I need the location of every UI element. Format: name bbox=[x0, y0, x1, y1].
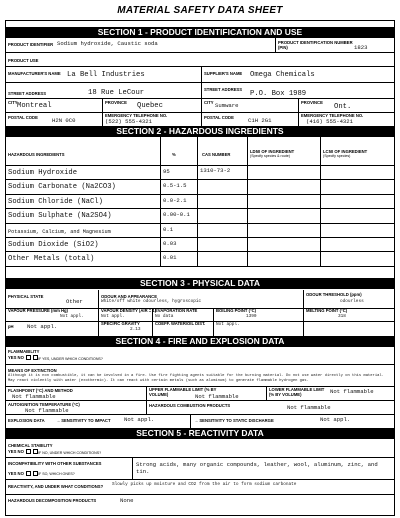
ingredient-name: Sodium Carbonate (Na2CO3) bbox=[8, 183, 116, 192]
ingredient-pct: 0.01 bbox=[163, 254, 177, 262]
flashpoint-label: FLASHPOINT (°C) AND METHOD bbox=[8, 388, 73, 393]
city2-value: Sumware bbox=[215, 102, 239, 109]
street-label: STREET ADDRESS bbox=[8, 91, 47, 96]
ingredient-row-divider bbox=[5, 251, 395, 252]
postal2-label: POSTAL CODE bbox=[204, 115, 234, 120]
upper-limit-value: Not flammable bbox=[195, 393, 239, 400]
province-value: Quebec bbox=[137, 102, 163, 110]
stability-label: CHEMICAL STABILITY bbox=[8, 443, 53, 448]
impact-label: →SENSITIVITY TO IMPACT bbox=[56, 418, 111, 424]
col-lc50-sub: (Specify species) bbox=[323, 154, 351, 158]
col-ld50: LD50 OF INGREDIENT bbox=[250, 149, 295, 154]
flammability-label: FLAMMABILITY bbox=[8, 349, 40, 354]
vapour-density-label: VAPOUR DENSITY (AIR = 1) bbox=[101, 308, 157, 313]
stability-yes-checkbox[interactable] bbox=[26, 449, 31, 454]
evaporation-value: No data bbox=[155, 314, 174, 319]
supplier-label: SUPPLIER'S NAME bbox=[204, 71, 243, 76]
combustion-value: Not flammable bbox=[287, 404, 331, 411]
lower-limit-label: LOWER FLAMMABLE LIMIT (% BY VOLUME) bbox=[269, 387, 325, 397]
postal-value: H2N 0C0 bbox=[52, 117, 76, 124]
col-pct: % bbox=[172, 152, 176, 157]
col-lc50: LC50 OF INGREDIENT bbox=[323, 149, 368, 154]
ingredient-pct: 0.0-2.1 bbox=[163, 196, 187, 204]
manufacturer-value: La Bell Industries bbox=[67, 71, 145, 79]
coeff-label: COEFF. WATER/OIL DIST. bbox=[155, 321, 206, 326]
evaporation-label: EVAPORATION RATE bbox=[155, 308, 198, 313]
stability-if-no: IF NO, UNDER WHICH CONDITIONS? bbox=[38, 451, 102, 455]
ph-label: pH bbox=[8, 324, 14, 329]
boiling-point-label: BOILING POINT (°C) bbox=[216, 308, 257, 313]
odour-threshold-value: odourless bbox=[340, 299, 364, 304]
section-2-header: SECTION 2 - HAZARDOUS INGREDIENTS bbox=[5, 126, 395, 137]
flashpoint-value: Not flammable bbox=[12, 393, 56, 400]
ingredient-pct: 0.00-0.1 bbox=[163, 211, 190, 219]
static-arrow-icon: → bbox=[194, 418, 199, 423]
incompatibility-label: INCOMPATIBILITY WITH OTHER SUBSTANCES bbox=[8, 461, 102, 466]
city2-label: CITY bbox=[204, 100, 214, 105]
product-use-label: PRODUCT USE bbox=[8, 58, 39, 63]
physical-state-value: Other bbox=[66, 298, 83, 305]
ingredient-name: Sodium Chloride (NaCl) bbox=[8, 197, 103, 206]
form-frame bbox=[5, 20, 395, 516]
street2-label: STREET ADDRESS bbox=[204, 87, 243, 92]
postal-label: POSTAL CODE bbox=[8, 115, 38, 120]
melting-point-label: MELTING POINT (°C) bbox=[306, 308, 348, 313]
ingredient-name: Sodium Hydroxide bbox=[8, 169, 78, 177]
ingredient-pct: 0.1 bbox=[163, 225, 174, 233]
coeff-value: Not appl. bbox=[216, 322, 240, 327]
street-value: 18 Rue LeCour bbox=[88, 89, 145, 97]
province2-value: Ont. bbox=[334, 103, 352, 111]
extinction-text: Although it is non combustible, it can be involved in a fire. Use fire fighting agents suitable for the burning material. Do not use water directly on this material. May react violently with water (exothermic). It can react with certain metals (such as aluminum) to generate flammable hydrogen gas. bbox=[8, 374, 384, 383]
flammability-if-yes: IF YES, UNDER WHICH CONDITIONS? bbox=[38, 357, 103, 361]
ingredient-row-divider bbox=[5, 223, 395, 224]
document-title: MATERIAL SAFETY DATA SHEET bbox=[117, 5, 283, 16]
autoignition-value: Not flammable bbox=[25, 407, 69, 414]
manufacturer-label: MANUFACTURER'S NAME bbox=[8, 71, 61, 76]
reactivity-value: Slowly picks up moisture and CO2 from the air to form sodium carbonate bbox=[112, 482, 297, 487]
odour-label: ODOUR AND APPEARANCE bbox=[101, 294, 157, 299]
supplier-value: Omega Chemicals bbox=[250, 71, 315, 79]
odour-value: White/off white odourless, hygroscopic bbox=[101, 299, 202, 304]
ingredient-name: Sodium Sulphate (Na2SO4) bbox=[8, 212, 112, 221]
street2-value: P.O. Box 1989 bbox=[250, 90, 307, 98]
pin-label: PRODUCT IDENTIFICATION NUMBER (PIN) bbox=[278, 40, 353, 50]
autoignition-label: AUTOIGNITION TEMPERATURE (°C) bbox=[8, 402, 80, 407]
explosion-label: EXPLOSION DATA bbox=[8, 418, 45, 423]
incompatibility-if-so: IF SO, WHICH ONES? bbox=[38, 472, 75, 476]
specific-gravity-label: SPECIFIC GRAVITY bbox=[101, 321, 140, 326]
emergency2-label: EMERGENCY TELEPHONE NO. bbox=[301, 113, 364, 118]
decomposition-value: None bbox=[120, 497, 134, 504]
emergency-label: EMERGENCY TELEPHONE NO. bbox=[105, 113, 168, 118]
specific-gravity-value: 2.13 bbox=[130, 327, 141, 332]
yes-checkbox[interactable] bbox=[26, 355, 31, 360]
product-identifier-value: Sodium hydroxide, Caustic soda bbox=[57, 40, 158, 47]
lower-limit-value: Not flammable bbox=[330, 388, 374, 395]
ingredient-name: Sodium Dioxide (SiO2) bbox=[8, 241, 99, 249]
ph-value: Not appl. bbox=[27, 323, 58, 330]
postal2-value: C1H 2G1 bbox=[248, 117, 272, 124]
vapour-pressure-label: VAPOUR PRESSURE (mm Hg) bbox=[8, 308, 68, 313]
city-label: CITY bbox=[8, 100, 18, 105]
ingredient-row-divider bbox=[5, 237, 395, 238]
ingredient-pct: 0.03 bbox=[163, 240, 177, 247]
col-ld50-sub: (Specify species & route) bbox=[250, 154, 290, 158]
flammability-yes-no: YES NO bbox=[8, 355, 39, 360]
decomposition-label: HAZARDOUS DECOMPOSITION PRODUCTS bbox=[8, 498, 97, 503]
vapour-pressure-value: Not appl. bbox=[60, 314, 84, 319]
static-value: Not appl. bbox=[320, 416, 351, 423]
emergency-value: (522) 555-4321 bbox=[105, 118, 152, 125]
section-5-header: SECTION 5 - REACTIVITY DATA bbox=[5, 428, 395, 439]
reactivity-label: REACTIVITY, AND UNDER WHAT CONDITIONS? bbox=[8, 484, 104, 489]
physical-state-label: PHYSICAL STATE bbox=[8, 294, 44, 299]
incompatibility-yes-no: YES NO bbox=[8, 471, 39, 476]
ingredient-pct: 0.5-1.5 bbox=[163, 182, 187, 190]
ingredient-pct: 95 bbox=[163, 168, 170, 175]
ingredient-row-divider bbox=[5, 179, 395, 180]
section-3-header: SECTION 3 - PHYSICAL DATA bbox=[5, 278, 395, 289]
incompat-yes-checkbox[interactable] bbox=[26, 471, 31, 476]
col-cas: CAS NUMBER bbox=[202, 152, 231, 157]
stability-yes-no: YES NO bbox=[8, 449, 39, 454]
product-identifier-label: PRODUCT IDENTIFIER bbox=[8, 42, 54, 47]
ingredient-name: Other Metals (total) bbox=[8, 255, 95, 264]
impact-value: Not appl. bbox=[124, 416, 155, 423]
combustion-label: HAZARDOUS COMBUSTION PRODUCTS bbox=[149, 403, 231, 408]
province-label: PROVINCE bbox=[105, 100, 127, 105]
city-value: Montreal bbox=[17, 102, 52, 110]
ingredient-cas: 1310-73-2 bbox=[200, 167, 231, 174]
odour-threshold-label: ODOUR THRESHOLD (ppm) bbox=[306, 292, 362, 297]
ingredient-row-divider bbox=[5, 266, 395, 267]
section-4-header: SECTION 4 - FIRE AND EXPLOSION DATA bbox=[5, 336, 395, 347]
ingredient-row-divider bbox=[5, 194, 395, 195]
upper-limit-label: UPPER FLAMMABLE LIMIT (% BY VOLUME) bbox=[149, 387, 217, 397]
impact-arrow-icon: → bbox=[56, 418, 61, 424]
ingredient-row-divider bbox=[5, 208, 395, 209]
ingredient-name: Potassium, Calcium, and Magnesium bbox=[8, 228, 111, 235]
static-label: → SENSITIVITY TO STATIC DISCHARGE bbox=[194, 418, 274, 423]
melting-point-value: 318 bbox=[338, 314, 346, 319]
incompatibility-value: Strong acids, many organic compounds, leather, wool, aluminum, zinc, and tin. bbox=[136, 461, 378, 475]
section-1-header: SECTION 1 - PRODUCT IDENTIFICATION AND USE bbox=[5, 27, 395, 38]
col-ingredients: HAZARDOUS INGREDIENTS bbox=[8, 152, 65, 157]
pin-value: 1823 bbox=[354, 44, 368, 51]
boiling-point-value: 1390 bbox=[246, 314, 257, 319]
extinction-label: MEANS OF EXTINCTION bbox=[8, 368, 57, 373]
province2-label: PROVINCE bbox=[301, 100, 323, 105]
emergency2-value: (416) 555-4321 bbox=[306, 118, 353, 125]
vapour-density-value: Not appl. bbox=[101, 314, 125, 319]
